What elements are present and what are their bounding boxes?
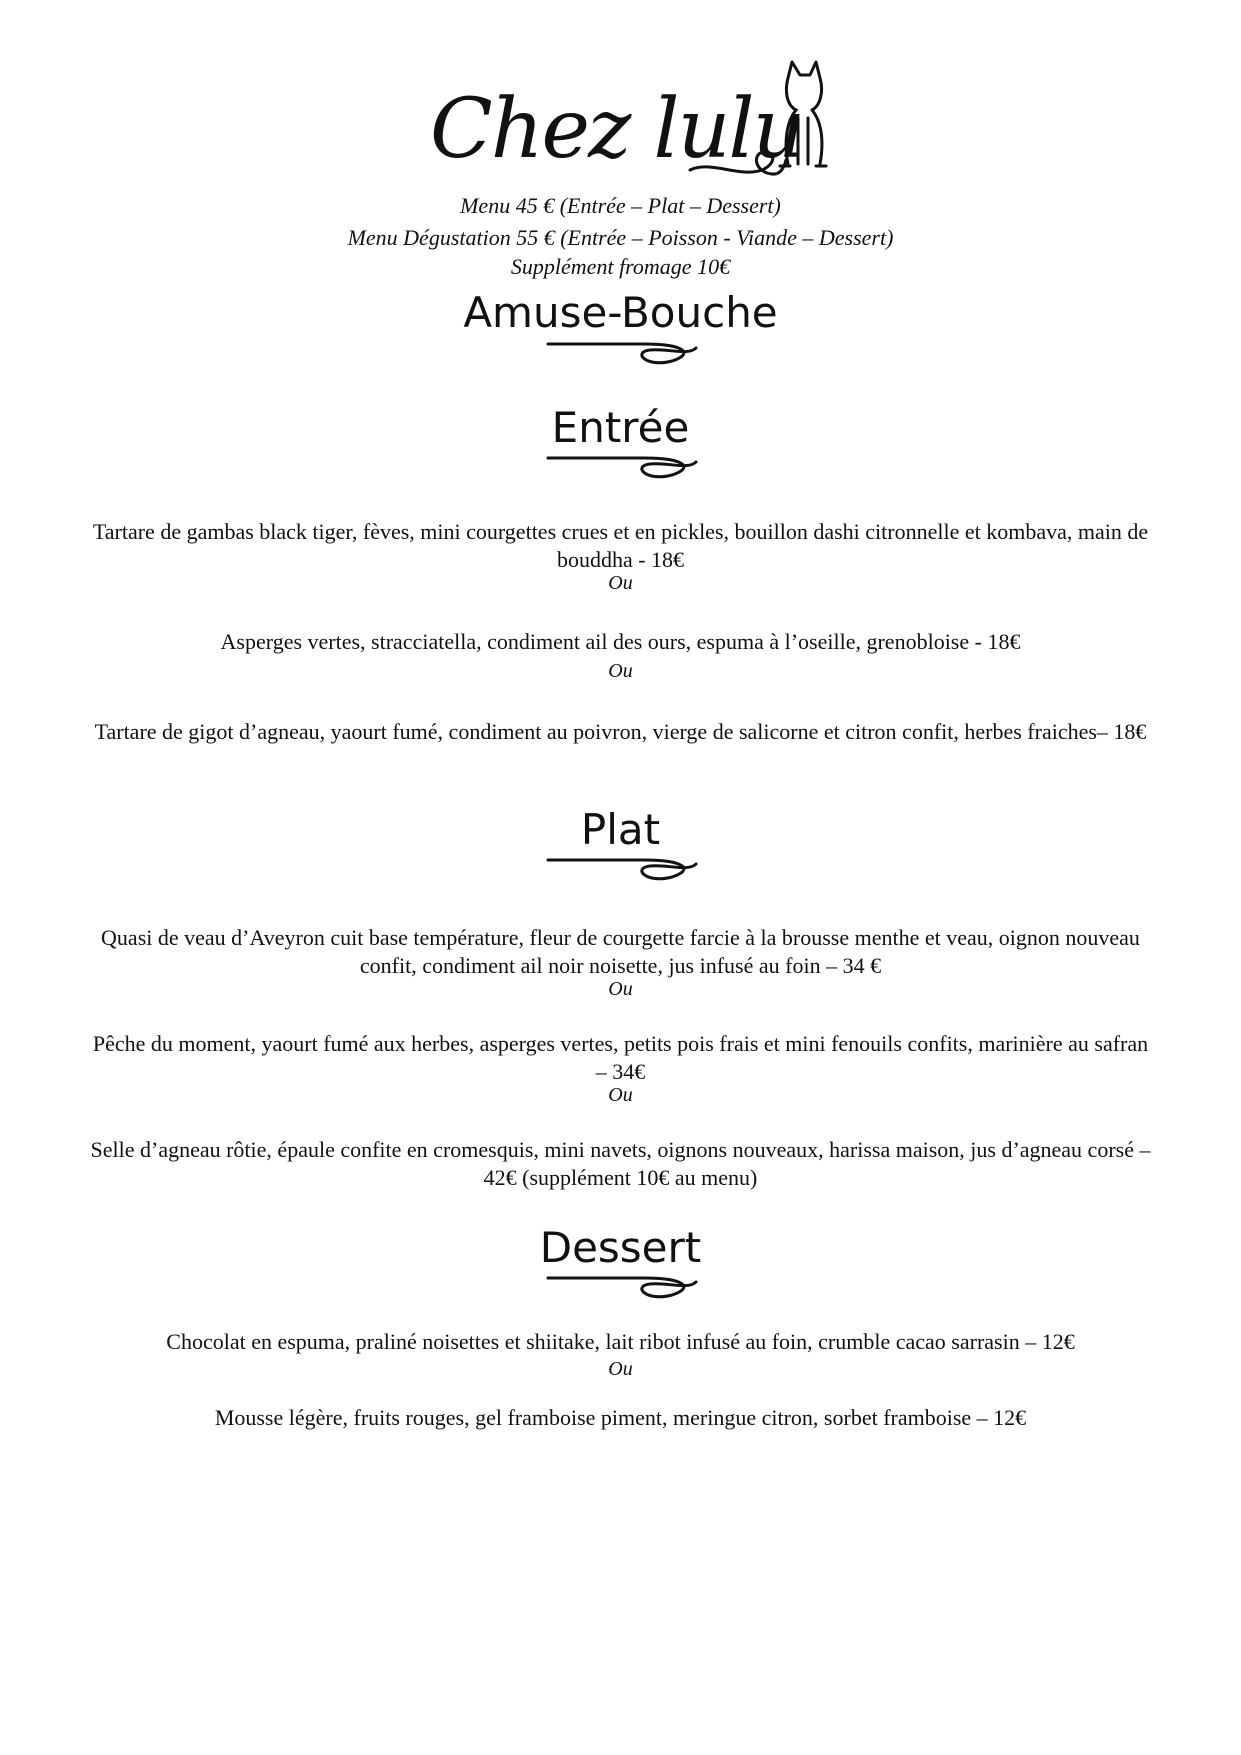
flourish-icon (546, 448, 698, 488)
separator-ou: Ou (608, 572, 633, 594)
separator-ou: Ou (608, 660, 633, 682)
separator-ou: Ou (608, 1084, 633, 1106)
section-title-dessert: Dessert (539, 1223, 702, 1272)
cheese-supplement-line: Supplément fromage 10€ (510, 254, 731, 279)
flourish-icon (546, 1268, 698, 1308)
dish-plat-2: Pêche du moment, yaourt fumé aux herbes, asperges vertes, petits pois frais et mini fenouils confits, marinière au safran – 34€ (92, 1031, 1149, 1084)
dish-plat-3: Selle d’agneau rôtie, épaule confite en cromesquis, mini navets, oignons nouveaux, harissa maison, jus d’agneau corsé – 42€ (supplément 10€ au menu) (90, 1137, 1151, 1190)
section-title-amuse-bouche: Amuse-Bouche (463, 288, 778, 337)
menu-price-line: Menu 45 € (Entrée – Plat – Dessert) (460, 193, 781, 218)
logo (430, 60, 830, 200)
cat-icon (680, 60, 830, 200)
dish-entree-2: Asperges vertes, stracciatella, condiment ail des ours, espuma à l’oseille, grenobloise - 18€ (220, 629, 1021, 654)
section-title-entree: Entrée (551, 403, 690, 452)
dish-plat-1: Quasi de veau d’Aveyron cuit base température, fleur de courgette farcie à la brousse menthe et veau, oignon nouveau confit, condiment ail noir noisette, jus infusé au foin – 34 € (101, 925, 1140, 978)
dish-dessert-1: Chocolat en espuma, praliné noisettes et shiitake, lait ribot infusé au foin, crumble cacao sarrasin – 12€ (166, 1329, 1075, 1354)
logo-text: Chez lulu (430, 82, 804, 177)
tasting-menu-line: Menu Dégustation 55 € (Entrée – Poisson - Viande – Dessert) (347, 225, 894, 250)
separator-ou: Ou (608, 1358, 633, 1380)
flourish-icon (546, 850, 698, 890)
separator-ou: Ou (608, 978, 633, 1000)
dish-dessert-2: Mousse légère, fruits rouges, gel framboise piment, meringue citron, sorbet framboise – 12€ (214, 1405, 1027, 1430)
dish-entree-3: Tartare de gigot d’agneau, yaourt fumé, condiment au poivron, vierge de salicorne et citron confit, herbes fraiches– 18€ (94, 719, 1147, 744)
dish-entree-1: Tartare de gambas black tiger, fèves, mini courgettes crues et en pickles, bouillon dashi citronnelle et kombava, main de bouddha - 18€ (92, 519, 1149, 572)
flourish-icon (546, 334, 698, 374)
section-title-plat: Plat (580, 805, 661, 854)
